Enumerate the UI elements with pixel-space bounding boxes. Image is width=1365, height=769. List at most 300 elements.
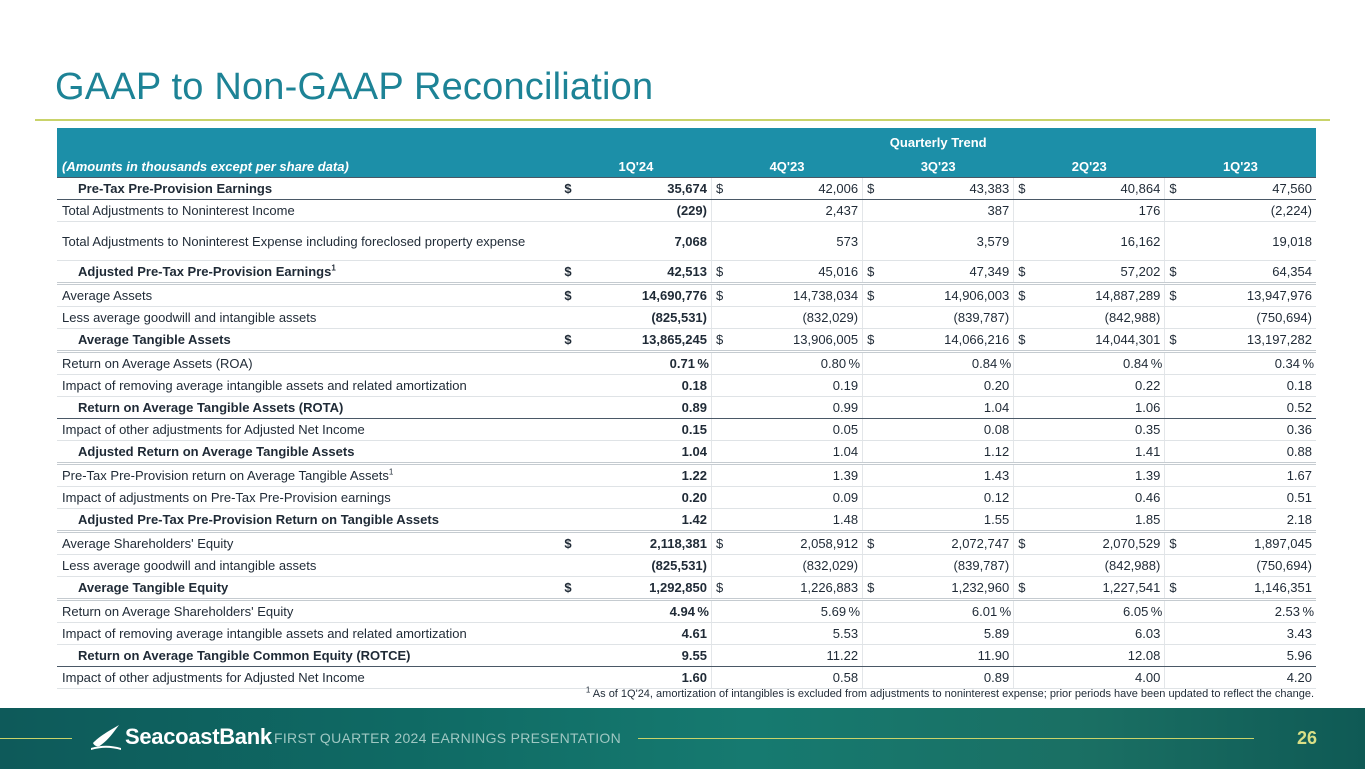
value-cell [560,532,711,555]
dollar-sign: $ [715,288,724,303]
table-row [57,178,1316,200]
table-row [57,577,1316,600]
value-cell [863,667,1014,689]
dollar-sign: $ [867,181,875,196]
value-cell [1014,487,1165,509]
table-row [57,375,1316,397]
cell-value: 0.89 [983,670,1010,685]
percent-sign: % [1302,604,1314,619]
value-cell [711,200,862,222]
reconciliation-table-container [57,128,1316,689]
table-row [57,222,1316,261]
table-body [57,178,1316,689]
cell-value: 387 [987,203,1010,218]
cell-value: 1.42 [681,512,707,527]
value-cell [560,307,711,329]
table-row [57,261,1316,284]
reconciliation-table [57,128,1316,689]
value-cell [1165,284,1316,307]
row-label [57,222,560,261]
header-spacer [57,128,560,152]
value-cell [560,464,711,487]
row-label [57,509,560,532]
row-label [57,419,560,441]
cell-value: 13,197,282 [1246,332,1312,347]
table-row [57,600,1316,623]
dollar-sign: $ [867,288,875,303]
percent-sign: % [848,604,861,619]
dollar-sign: $ [715,536,724,551]
cell-value: 0.08 [983,422,1010,437]
row-label [57,441,560,464]
value-cell [1165,261,1316,284]
cell-value: 4.20 [1286,670,1312,685]
dollar-sign: $ [1018,288,1026,303]
table-row [57,441,1316,464]
row-label-text: Return on Average Shareholders' Equity [62,604,294,619]
cell-value: 0.22 [1135,378,1161,393]
cell-value: 2,058,912 [800,536,859,551]
cell-value: 0.84 [971,356,998,371]
value-cell [863,487,1014,509]
footer-bar [0,708,1365,769]
table-row [57,623,1316,645]
value-cell [1165,329,1316,352]
dollar-sign: $ [564,332,572,347]
row-label [57,577,560,600]
cell-value: 0.12 [983,490,1010,505]
dollar-sign: $ [1018,536,1026,551]
value-cell [863,222,1014,261]
cell-value: 43,383 [969,181,1010,196]
row-label-text: Return on Average Tangible Common Equity (ROTCE) [78,648,411,663]
cell-value: (842,988) [1104,310,1161,325]
value-cell [711,600,862,623]
cell-value: 47,349 [969,264,1010,279]
cell-value: 42,513 [667,264,707,279]
cell-value: 0.89 [681,400,707,415]
value-cell [1014,307,1165,329]
percent-sign: % [697,356,709,371]
footnote-reference: 1 [388,467,394,477]
cell-value: 0.71 [669,356,695,371]
value-cell [711,645,862,667]
value-cell [863,623,1014,645]
value-cell [560,600,711,623]
footnote-marker: 1 [585,685,591,695]
dollar-sign: $ [715,580,724,595]
cell-value: (825,531) [651,558,707,573]
value-cell [1165,419,1316,441]
cell-value: (229) [676,203,707,218]
cell-value: (750,694) [1256,558,1312,573]
row-label [57,178,560,200]
value-cell [560,577,711,600]
cell-value: 1,226,883 [800,580,859,595]
value-cell [1014,577,1165,600]
cell-value: 35,674 [667,181,707,196]
footnote-text: As of 1Q'24, amortization of intangibles is excluded from adjustments to noninterest expense; prior periods have been updated to reflect the change. [592,688,1314,700]
cell-value: 5.69 [820,604,847,619]
value-cell [1165,532,1316,555]
cell-value: 4.00 [1135,670,1161,685]
cell-value: 3,579 [976,233,1010,249]
value-cell [1165,222,1316,261]
row-label-text: Average Tangible Assets [78,332,231,347]
value-cell [560,397,711,419]
value-cell [1014,645,1165,667]
cell-value: 14,887,289 [1095,288,1161,303]
cell-value: 14,906,003 [944,288,1010,303]
cell-value: 19,018 [1272,233,1312,249]
row-label [57,600,560,623]
table-row [57,329,1316,352]
cell-value: 1.04 [681,444,707,459]
amounts-note-header: (Amounts in thousands except per share data) [57,152,560,178]
row-label [57,532,560,555]
cell-value: 2,118,381 [649,536,707,551]
cell-value: 2,072,747 [951,536,1010,551]
cell-value: 11.90 [977,648,1010,663]
value-cell [1014,464,1165,487]
cell-value: 11.22 [826,648,859,663]
cell-value: (2,224) [1270,203,1312,218]
value-cell [560,222,711,261]
footer-right-rule [638,738,1254,739]
value-cell [1165,577,1316,600]
cell-value: (825,531) [651,310,707,325]
value-cell [711,284,862,307]
cell-value: (842,988) [1104,558,1161,573]
row-label-text: Return on Average Assets (ROA) [62,356,253,371]
cell-value: 1.67 [1286,468,1312,483]
cell-value: 0.19 [832,378,859,393]
seacoast-bird-icon [91,723,121,751]
cell-value: (832,029) [802,310,859,325]
value-cell [711,464,862,487]
dollar-sign: $ [1018,580,1026,595]
cell-value: (839,787) [953,310,1010,325]
table-row [57,419,1316,441]
value-cell [560,352,711,375]
value-cell [1014,600,1165,623]
row-label-text: Impact of removing average intangible assets and related amortization [62,626,467,641]
cell-value: 1.06 [1135,400,1161,415]
cell-value: 0.46 [1135,490,1161,505]
cell-value: (750,694) [1256,310,1312,325]
dollar-sign: $ [867,536,875,551]
percent-sign: % [999,604,1012,619]
table-row [57,532,1316,555]
cell-value: 4.94 [669,604,695,619]
cell-value: 4.61 [681,626,707,641]
dollar-sign: $ [1169,536,1177,551]
value-cell [711,441,862,464]
dollar-sign: $ [564,580,572,595]
cell-value: 2.53 [1274,604,1300,619]
value-cell [711,397,862,419]
value-cell [560,200,711,222]
cell-value: 0.05 [832,422,859,437]
percent-sign: % [1302,356,1314,371]
dollar-sign: $ [564,288,572,303]
value-cell [1165,645,1316,667]
row-label [57,261,560,284]
table-row [57,667,1316,689]
cell-value: 5.89 [983,626,1010,641]
cell-value: 0.18 [681,378,707,393]
cell-value: 1,897,045 [1254,536,1312,551]
value-cell [1165,667,1316,689]
cell-value: 1.04 [832,444,859,459]
value-cell [1014,441,1165,464]
row-label-text: Pre-Tax Pre-Provision return on Average Tangible Assets [62,468,389,483]
value-cell [711,577,862,600]
cell-value: 13,865,245 [641,332,707,347]
cell-value: 0.52 [1286,400,1312,415]
dollar-sign: $ [867,332,875,347]
cell-value: 0.18 [1286,378,1312,393]
cell-value: 16,162 [1120,233,1161,249]
value-cell [711,352,862,375]
cell-value: 0.84 [1123,356,1149,371]
quarterly-trend-header [560,128,1316,152]
value-cell [560,487,711,509]
cell-value: 3.43 [1286,626,1312,641]
dollar-sign: $ [1169,332,1177,347]
seacoast-logo [91,723,272,751]
value-cell [560,623,711,645]
value-cell [1165,352,1316,375]
row-label-text: Adjusted Return on Average Tangible Assets [78,444,355,459]
value-cell [1014,623,1165,645]
row-label-text: Impact of other adjustments for Adjusted Net Income [62,670,365,685]
cell-value: 573 [836,233,859,249]
value-cell [863,397,1014,419]
value-cell [711,178,862,200]
cell-value: 1,292,850 [649,580,707,595]
cell-value: 1.04 [983,400,1010,415]
cell-value: 0.99 [832,400,859,415]
cell-value: 13,906,005 [793,332,859,347]
value-cell [1014,419,1165,441]
row-label [57,375,560,397]
cell-value: 2.18 [1286,512,1312,527]
column-header: 2Q'23 [1014,152,1165,178]
value-cell [863,441,1014,464]
value-cell [1014,200,1165,222]
value-cell [1165,307,1316,329]
value-cell [863,178,1014,200]
value-cell [1165,441,1316,464]
value-cell [560,178,711,200]
value-cell [1014,532,1165,555]
table-row [57,509,1316,532]
value-cell [1165,555,1316,577]
value-cell [863,200,1014,222]
value-cell [1014,667,1165,689]
value-cell [863,555,1014,577]
value-cell [1165,397,1316,419]
cell-value: (839,787) [953,558,1010,573]
table-row [57,284,1316,307]
percent-sign: % [848,356,861,371]
cell-value: 7,068 [674,233,707,249]
row-label-text: Average Shareholders' Equity [62,536,234,551]
value-cell [1014,284,1165,307]
row-label-text: Total Adjustments to Noninterest Income [62,203,295,218]
cell-value: 0.51 [1286,490,1312,505]
table-row [57,200,1316,222]
value-cell [711,509,862,532]
value-cell [1014,329,1165,352]
percent-sign: % [1150,356,1163,371]
value-cell [1165,600,1316,623]
page-number: 26 [1296,728,1317,748]
value-cell [711,419,862,441]
value-cell [863,419,1014,441]
value-cell [560,509,711,532]
row-label [57,284,560,307]
row-label [57,464,560,487]
value-cell [863,645,1014,667]
value-cell [1014,375,1165,397]
cell-value: 5.53 [832,626,859,641]
cell-value: 40,864 [1120,181,1161,196]
value-cell [1165,464,1316,487]
cell-value: 5.96 [1286,648,1312,663]
table-row [57,645,1316,667]
row-label [57,200,560,222]
value-cell [863,307,1014,329]
value-cell [1165,200,1316,222]
value-cell [711,261,862,284]
value-cell [1014,261,1165,284]
column-header: 1Q'23 [1165,152,1316,178]
cell-value: 1,146,351 [1254,580,1312,595]
title-underline [35,119,1330,121]
table-row [57,555,1316,577]
value-cell [863,284,1014,307]
dollar-sign: $ [1169,288,1177,303]
cell-value: 14,738,034 [793,288,859,303]
cell-value: 0.15 [681,422,707,437]
dollar-sign: $ [1018,264,1026,279]
table-row [57,397,1316,419]
row-label-text: Adjusted Pre-Tax Pre-Provision Earnings [78,264,332,279]
value-cell [711,487,862,509]
row-label-text: Average Assets [62,288,153,303]
value-cell [1165,375,1316,397]
row-label-text: Total Adjustments to Noninterest Expense including foreclosed property expense [62,233,526,249]
cell-value: 1,227,541 [1102,580,1161,595]
footnote [585,685,1314,700]
value-cell [863,600,1014,623]
cell-value: 64,354 [1272,264,1312,279]
cell-value: 9.55 [681,648,707,663]
value-cell [1014,352,1165,375]
value-cell [711,667,862,689]
value-cell [1165,623,1316,645]
quarterly-trend-label: Quarterly Trend [889,135,987,150]
value-cell [711,375,862,397]
value-cell [711,555,862,577]
value-cell [711,329,862,352]
dollar-sign: $ [867,264,875,279]
percent-sign: % [1150,604,1163,619]
value-cell [1014,397,1165,419]
value-cell [1014,178,1165,200]
value-cell [711,532,862,555]
cell-value: 2,437 [825,203,859,218]
cell-value: 0.80 [820,356,847,371]
value-cell [863,352,1014,375]
cell-value: 0.20 [983,378,1010,393]
dollar-sign: $ [715,332,724,347]
cell-value: 42,006 [818,181,859,196]
cell-value: 13,947,976 [1246,288,1312,303]
cell-value: 0.88 [1286,444,1312,459]
value-cell [1165,178,1316,200]
cell-value: 1.85 [1135,512,1161,527]
dollar-sign: $ [564,181,572,196]
value-cell [863,375,1014,397]
value-cell [863,329,1014,352]
cell-value: 176 [1138,203,1161,218]
table-row [57,307,1316,329]
table-row [57,464,1316,487]
value-cell [560,667,711,689]
row-label-text: Less average goodwill and intangible assets [62,558,317,573]
dollar-sign: $ [1169,580,1177,595]
cell-value: 47,560 [1272,181,1312,196]
value-cell [863,509,1014,532]
row-label-text: Pre-Tax Pre-Provision Earnings [78,181,273,196]
row-label-text: Adjusted Pre-Tax Pre-Provision Return on Tangible Assets [78,512,439,527]
cell-value: 0.20 [681,490,707,505]
cell-value: 1.55 [983,512,1010,527]
cell-value: 6.01 [971,604,998,619]
cell-value: 2,070,529 [1102,536,1161,551]
value-cell [560,555,711,577]
dollar-sign: $ [564,536,572,551]
cell-value: 0.36 [1286,422,1312,437]
percent-sign: % [697,604,709,619]
value-cell [560,284,711,307]
dollar-sign: $ [1169,181,1177,196]
cell-value: 1,232,960 [951,580,1010,595]
value-cell [1014,509,1165,532]
dollar-sign: $ [715,264,724,279]
value-cell [1014,555,1165,577]
column-header: 3Q'23 [863,152,1014,178]
cell-value: 1.48 [832,512,859,527]
table-header [57,128,1316,178]
value-cell [560,419,711,441]
row-label [57,352,560,375]
cell-value: 14,690,776 [641,288,707,303]
row-label [57,329,560,352]
cell-value: 0.09 [832,490,859,505]
page-title: GAAP to Non-GAAP Reconciliation [55,66,654,108]
cell-value: 0.58 [832,670,859,685]
row-label [57,307,560,329]
value-cell [560,329,711,352]
column-header: 1Q'24 [560,152,711,178]
cell-value: 1.43 [983,468,1010,483]
value-cell [560,645,711,667]
table-row [57,487,1316,509]
